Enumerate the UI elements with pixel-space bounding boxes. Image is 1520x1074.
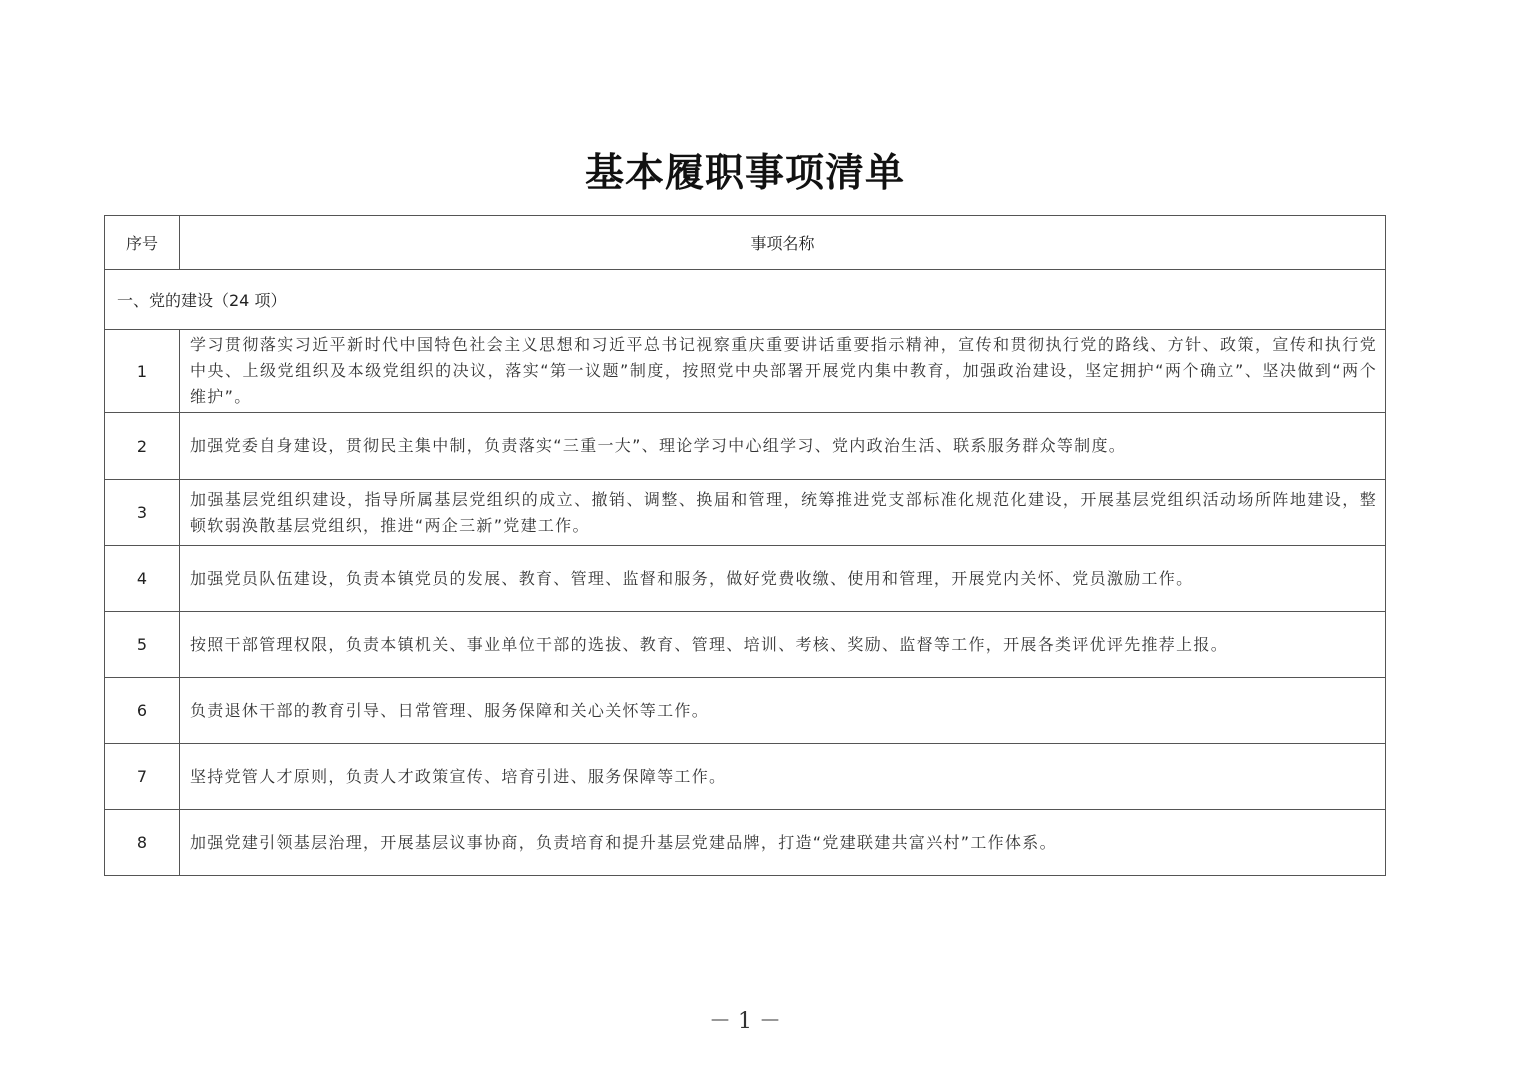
row-item-text: 加强党委自身建设，贯彻民主集中制，负责落实“三重一大”、理论学习中心组学习、党内政治生活、联系服务群众等制度。	[180, 413, 1386, 480]
row-item-text: 按照干部管理权限，负责本镇机关、事业单位干部的选拔、教育、管理、培训、考核、奖励、监督等工作，开展各类评优评先推荐上报。	[180, 612, 1386, 678]
table-row	[105, 546, 1386, 612]
row-number: 4	[105, 546, 180, 612]
duty-list-table	[104, 215, 1386, 876]
row-item-text: 学习贯彻落实习近平新时代中国特色社会主义思想和习近平总书记视察重庆重要讲话重要指示精神，宣传和贯彻执行党的路线、方针、政策，宣传和执行党中央、上级党组织及本级党组织的决议，落实“第一议题”制度，按照党中央部署开展党内集中教育，加强政治建设，坚定拥护“两个确立”、坚决做到“两个维护”。	[180, 330, 1386, 413]
section-heading-row	[105, 270, 1386, 330]
table-row	[105, 810, 1386, 876]
row-number: 8	[105, 810, 180, 876]
page-number: － 1 －	[709, 1009, 781, 1034]
row-item-text: 加强基层党组织建设，指导所属基层党组织的成立、撤销、调整、换届和管理，统筹推进党支部标准化规范化建设，开展基层党组织活动场所阵地建设，整顿软弱涣散基层党组织，推进“两企三新”党建工作。	[180, 480, 1386, 546]
row-number: 5	[105, 612, 180, 678]
table-row	[105, 413, 1386, 480]
table-row	[105, 612, 1386, 678]
row-item-text: 负责退休干部的教育引导、日常管理、服务保障和关心关怀等工作。	[180, 678, 1386, 744]
table-header-row	[105, 216, 1386, 270]
table-row	[105, 744, 1386, 810]
header-number: 序号	[105, 216, 180, 270]
row-item-text: 加强党建引领基层治理，开展基层议事协商，负责培育和提升基层党建品牌，打造“党建联建共富兴村”工作体系。	[180, 810, 1386, 876]
row-number: 6	[105, 678, 180, 744]
table-row	[105, 678, 1386, 744]
document-title: 基本履职事项清单	[584, 150, 905, 196]
header-item-name: 事项名称	[180, 216, 1386, 270]
row-number: 7	[105, 744, 180, 810]
table-row	[105, 480, 1386, 546]
row-item-text: 加强党员队伍建设，负责本镇党员的发展、教育、管理、监督和服务，做好党费收缴、使用和管理，开展党内关怀、党员激励工作。	[180, 546, 1386, 612]
table-row	[105, 330, 1386, 413]
row-number: 3	[105, 480, 180, 546]
row-number: 1	[105, 330, 180, 413]
section-heading: 一、党的建设（24 项）	[105, 270, 1386, 330]
row-number: 2	[105, 413, 180, 480]
row-item-text: 坚持党管人才原则，负责人才政策宣传、培育引进、服务保障等工作。	[180, 744, 1386, 810]
